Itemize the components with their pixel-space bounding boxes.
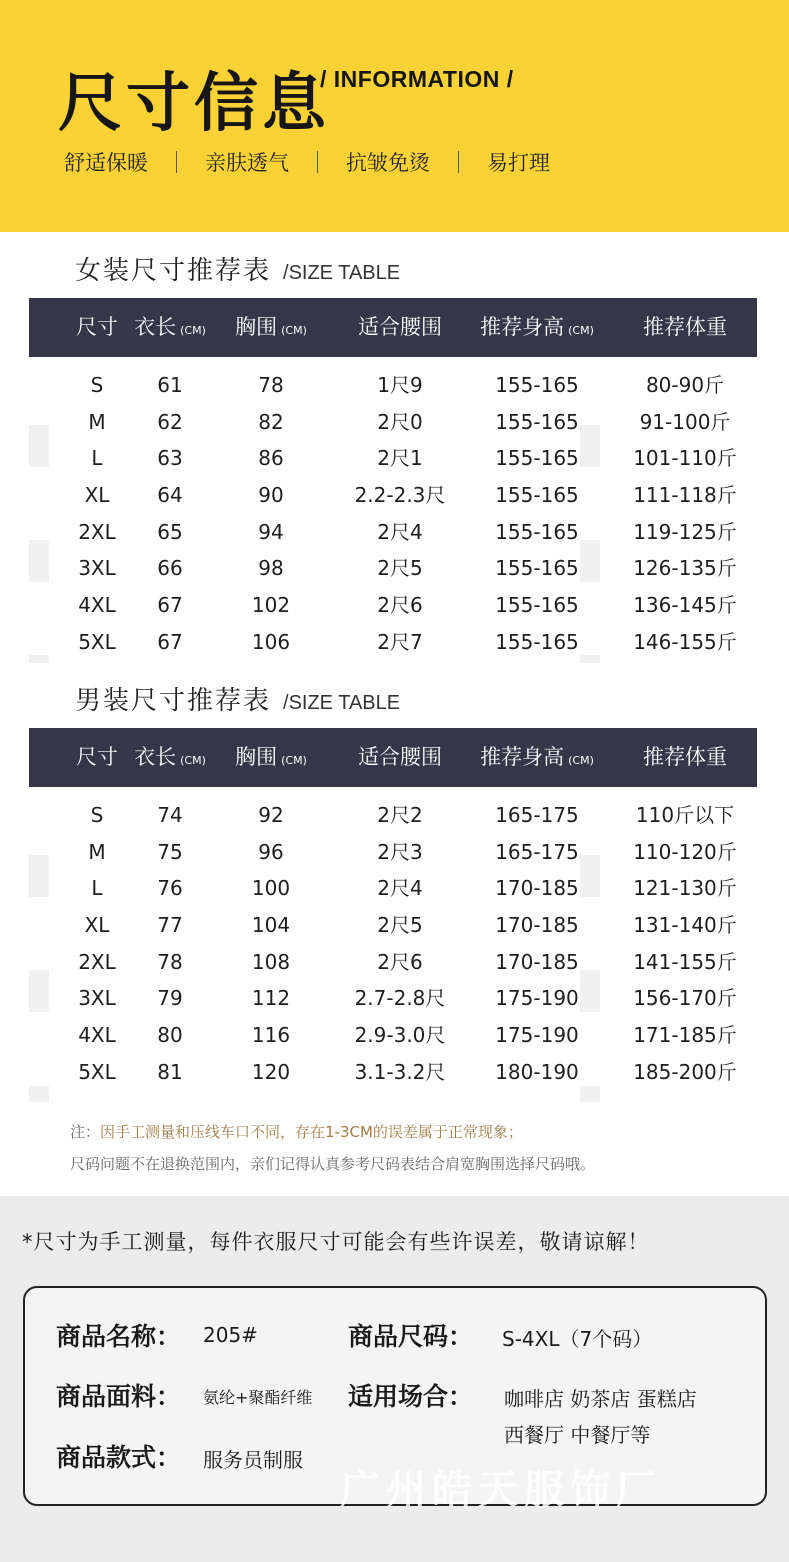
product-usage-value-1: 咖啡店 奶茶店 蛋糕店 — [504, 1387, 697, 1411]
column-header-label: 胸围 — [235, 745, 278, 769]
table-cell: 155-165 — [495, 629, 579, 654]
product-usage-label: 适用场合： — [348, 1382, 474, 1411]
table-row — [29, 1017, 757, 1054]
table-cell: 156-170斤 — [633, 986, 737, 1011]
table-cell: 96 — [258, 839, 284, 864]
table-row — [29, 404, 757, 441]
table-cell: 165-175 — [495, 803, 579, 827]
table-cell: 108 — [251, 949, 291, 974]
brand-watermark: 广州皓天服饰厂 — [340, 1467, 662, 1513]
table-cell: 2尺0 — [377, 409, 423, 434]
table-cell: 170-185 — [495, 876, 579, 901]
table-cell: 86 — [258, 446, 284, 471]
table-cell: 104 — [251, 913, 291, 938]
table-row — [29, 550, 757, 587]
men-table-header — [29, 728, 757, 787]
column-header — [643, 298, 727, 357]
column-header-label: 适合腰围 — [358, 745, 442, 769]
table-cell: 120 — [251, 1059, 291, 1084]
table-cell: 67 — [157, 593, 183, 618]
women-table-header — [29, 298, 757, 357]
table-cell: 98 — [258, 556, 284, 581]
table-cell: 61 — [157, 373, 183, 397]
table-cell: 102 — [251, 593, 291, 618]
column-header — [480, 728, 594, 787]
table-cell: 3XL — [78, 556, 116, 581]
column-header-unit: (CM) — [180, 754, 206, 767]
men-table-title — [75, 680, 400, 717]
table-cell: 77 — [157, 913, 183, 938]
table-cell: 170-185 — [495, 949, 579, 974]
table-cell: 100 — [251, 876, 291, 901]
table-row — [29, 1054, 757, 1091]
product-usage-value-2: 西餐厅 中餐厅等 — [504, 1423, 651, 1447]
table-cell: L — [91, 876, 103, 901]
feature-list — [64, 147, 550, 177]
table-cell: 62 — [157, 409, 183, 434]
table-cell: 2尺4 — [377, 876, 423, 901]
table-row — [29, 980, 757, 1017]
table-cell: 76 — [157, 876, 183, 901]
women-table-title-cn: 女装尺寸推荐表 — [75, 256, 272, 286]
table-cell: S — [90, 373, 104, 397]
table-cell: 112 — [251, 986, 291, 1011]
table-row — [29, 477, 757, 514]
column-header-unit: (CM) — [180, 324, 206, 337]
table-cell: 2尺3 — [377, 839, 423, 864]
feature-item: 易打理 — [487, 151, 550, 175]
table-cell: XL — [84, 913, 110, 938]
table-cell: 141-155斤 — [633, 949, 737, 974]
table-row — [29, 797, 757, 834]
column-header-label: 胸围 — [235, 315, 278, 339]
table-row — [29, 944, 757, 981]
table-cell: 90 — [258, 483, 284, 508]
table-cell: 2XL — [78, 949, 116, 974]
feature-divider — [176, 151, 177, 173]
column-header-unit: (CM) — [281, 324, 307, 337]
table-row — [29, 367, 757, 404]
table-cell: 79 — [157, 986, 183, 1011]
table-cell: 2.9-3.0尺 — [354, 1023, 446, 1048]
table-row — [29, 440, 757, 477]
table-cell: S — [90, 803, 104, 827]
feature-item: 抗皱免烫 — [346, 151, 430, 175]
table-cell: XL — [84, 483, 110, 508]
table-cell: 180-190 — [495, 1059, 579, 1084]
column-header-label: 适合腰围 — [358, 315, 442, 339]
table-cell: 185-200斤 — [633, 1059, 737, 1084]
column-header-label: 推荐体重 — [643, 315, 727, 339]
table-cell: 80 — [157, 1023, 183, 1048]
product-style-value: 服务员制服 — [203, 1448, 303, 1472]
table-cell: 2尺6 — [377, 593, 423, 618]
table-cell: 75 — [157, 839, 183, 864]
column-header-label: 尺寸 — [76, 315, 118, 339]
column-header-label: 尺寸 — [76, 745, 118, 769]
women-table-title-en: /SIZE TABLE — [283, 262, 401, 284]
table-cell: M — [88, 409, 106, 434]
table-cell: 2尺6 — [377, 949, 423, 974]
table-row — [29, 587, 757, 624]
men-table-title-en: /SIZE TABLE — [283, 692, 401, 714]
table-cell: 3.1-3.2尺 — [354, 1059, 446, 1084]
column-header-label: 推荐身高 — [480, 315, 565, 339]
table-row — [29, 907, 757, 944]
column-header-label: 衣长 — [134, 745, 177, 769]
table-cell: 74 — [157, 803, 183, 827]
table-cell: 67 — [157, 629, 183, 654]
table-cell: 4XL — [78, 1023, 116, 1048]
table-cell: 5XL — [78, 1059, 116, 1084]
table-cell: 119-125斤 — [633, 519, 737, 544]
table-cell: 126-135斤 — [633, 556, 737, 581]
note-line-2: 尺码问题不在退换范围内，亲们记得认真参考尺码表结合肩宽胸围选择尺码哦。 — [70, 1155, 596, 1173]
table-row — [29, 870, 757, 907]
table-cell: 63 — [157, 446, 183, 471]
note-text-1: 因手工测量和压线车口不同，存在1-3CM的误差属于正常现象； — [100, 1123, 523, 1141]
table-cell: 94 — [258, 519, 284, 544]
feature-divider — [317, 151, 318, 173]
table-cell: 131-140斤 — [633, 913, 737, 938]
product-name-label: 商品名称： — [56, 1322, 182, 1351]
table-cell: 111-118斤 — [633, 483, 737, 508]
table-cell: 65 — [157, 519, 183, 544]
column-header-unit: (CM) — [568, 754, 594, 767]
table-cell: 66 — [157, 556, 183, 581]
disclaimer-text: *尺寸为手工测量，每件衣服尺寸可能会有些许误差，敬请谅解！ — [22, 1230, 650, 1254]
note-prefix: 注： — [70, 1123, 101, 1141]
table-cell: M — [88, 839, 106, 864]
column-header — [643, 728, 727, 787]
table-cell: 106 — [251, 629, 291, 654]
product-style-label: 商品款式： — [56, 1443, 182, 1472]
table-cell: 155-165 — [495, 409, 579, 434]
women-table-title — [75, 250, 400, 287]
table-cell: 171-185斤 — [633, 1023, 737, 1048]
men-table-title-cn: 男装尺寸推荐表 — [75, 686, 272, 716]
table-cell: 2.7-2.8尺 — [354, 986, 446, 1011]
table-cell: 78 — [157, 949, 183, 974]
column-header-label: 推荐身高 — [480, 745, 565, 769]
table-cell: 2尺1 — [377, 446, 423, 471]
table-cell: 81 — [157, 1059, 183, 1084]
page-subtitle: / INFORMATION / — [320, 66, 514, 92]
table-cell: 5XL — [78, 629, 116, 654]
table-cell: 64 — [157, 483, 183, 508]
table-cell: 146-155斤 — [633, 629, 737, 654]
feature-item: 舒适保暖 — [64, 151, 148, 175]
table-cell: 155-165 — [495, 556, 579, 581]
column-header-label: 推荐体重 — [643, 745, 727, 769]
table-cell: 78 — [258, 373, 284, 397]
feature-item: 亲肤透气 — [205, 151, 289, 175]
column-header — [76, 298, 118, 357]
table-cell: 121-130斤 — [633, 876, 737, 901]
column-header — [480, 298, 594, 357]
table-cell: 1尺9 — [377, 373, 423, 397]
column-header-unit: (CM) — [281, 754, 307, 767]
product-fabric-value: 氨纶+聚酯纤维 — [203, 1388, 313, 1407]
table-cell: 155-165 — [495, 519, 579, 544]
table-row — [29, 624, 757, 661]
column-header — [358, 728, 442, 787]
feature-divider — [458, 151, 459, 173]
table-cell: 155-165 — [495, 446, 579, 471]
product-fabric-label: 商品面料： — [56, 1382, 182, 1411]
table-cell: 116 — [251, 1023, 291, 1048]
table-cell: 82 — [258, 409, 284, 434]
table-cell: 2XL — [78, 519, 116, 544]
page-title: 尺寸信息 — [58, 67, 330, 141]
table-cell: 155-165 — [495, 373, 579, 397]
product-size-label: 商品尺码： — [348, 1322, 474, 1351]
table-cell: 91-100斤 — [639, 409, 731, 434]
table-cell: 2尺5 — [377, 913, 423, 938]
table-cell: 155-165 — [495, 483, 579, 508]
table-cell: 136-145斤 — [633, 593, 737, 618]
table-cell: 110斤以下 — [635, 803, 735, 827]
column-header-unit: (CM) — [568, 324, 594, 337]
table-cell: 175-190 — [495, 986, 579, 1011]
table-cell: 80-90斤 — [645, 373, 725, 397]
table-cell: 2尺4 — [377, 519, 423, 544]
men-table-body — [29, 797, 757, 1091]
header-banner — [0, 0, 789, 232]
product-name-value: 205# — [203, 1323, 258, 1347]
table-row — [29, 514, 757, 551]
column-header-label: 衣长 — [134, 315, 177, 339]
table-cell: 2尺7 — [377, 629, 423, 654]
column-header — [235, 298, 307, 357]
women-table-body — [29, 367, 757, 661]
table-row — [29, 834, 757, 871]
column-header — [358, 298, 442, 357]
table-cell: L — [91, 446, 103, 471]
table-cell: 175-190 — [495, 1023, 579, 1048]
table-cell: 2尺2 — [377, 803, 423, 827]
column-header — [76, 728, 118, 787]
note-line-1 — [70, 1121, 523, 1142]
table-cell: 110-120斤 — [633, 839, 737, 864]
table-cell: 4XL — [78, 593, 116, 618]
table-cell: 170-185 — [495, 913, 579, 938]
table-cell: 155-165 — [495, 593, 579, 618]
table-cell: 3XL — [78, 986, 116, 1011]
product-size-value: S-4XL（7个码） — [502, 1327, 653, 1351]
column-header — [134, 728, 206, 787]
column-header — [134, 298, 206, 357]
table-cell: 2.2-2.3尺 — [354, 483, 446, 508]
table-cell: 92 — [258, 803, 284, 827]
column-header — [235, 728, 307, 787]
table-cell: 101-110斤 — [633, 446, 737, 471]
table-cell: 165-175 — [495, 839, 579, 864]
table-cell: 2尺5 — [377, 556, 423, 581]
